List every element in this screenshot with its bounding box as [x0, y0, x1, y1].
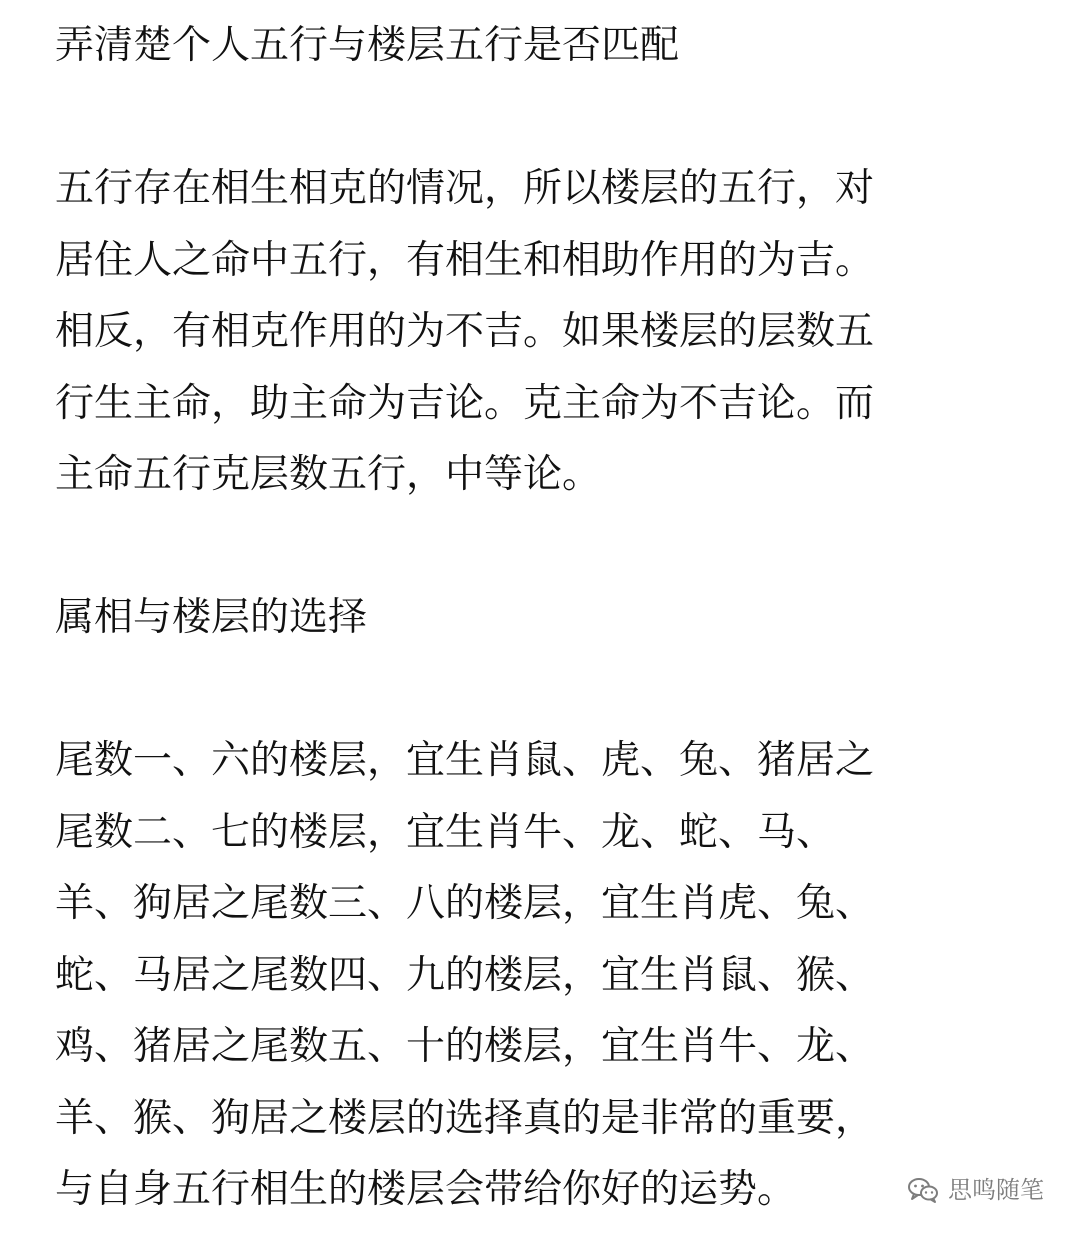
- paragraph-line: 尾数一、六的楼层，宜生肖鼠、虎、兔、猪居之: [55, 738, 875, 783]
- wechat-watermark: [906, 1176, 1044, 1204]
- paragraph-gap: [55, 82, 1030, 154]
- paragraph-line: 羊、猴、狗居之楼层的选择真的是非常的重要，: [55, 1095, 875, 1141]
- article-body: [55, 10, 1030, 1226]
- paragraph-line: 羊、狗居之尾数三、八的楼层，宜生肖虎、兔、: [55, 881, 875, 926]
- paragraph-line: 五行存在相生相克的情况，所以楼层的五行，对: [55, 166, 875, 211]
- paragraph-line: 居住人之命中五行，有相生和相助作用的为吉。: [55, 237, 875, 283]
- paragraph-line: 与自身五行相生的楼层会带给你好的运势。: [55, 1167, 797, 1212]
- paragraph-line: 行生主命，助主命为吉论。克主命为不吉论。而: [55, 380, 875, 426]
- paragraph-line: 蛇、马居之尾数四、九的楼层，宜生肖鼠、猴、: [55, 952, 875, 998]
- paragraph-gap: [55, 511, 1030, 583]
- section-heading-zodiac-floors: 属相与楼层的选择: [55, 595, 368, 640]
- watermark-account-name: 思鸣随笔: [948, 1176, 1044, 1204]
- paragraph-line: 主命五行克层数五行，中等论。: [55, 452, 602, 497]
- section-heading-five-elements: 弄清楚个人五行与楼层五行是否匹配: [55, 23, 680, 68]
- paragraph-gap: [55, 654, 1030, 726]
- wechat-icon: [906, 1176, 940, 1204]
- paragraph-line: 鸡、猪居之尾数五、十的楼层，宜生肖牛、龙、: [55, 1024, 875, 1069]
- paragraph-line: 尾数二、七的楼层，宜生肖牛、龙、蛇、马、: [55, 809, 836, 855]
- paragraph-line: 相反，有相克作用的为不吉。如果楼层的层数五: [55, 309, 875, 354]
